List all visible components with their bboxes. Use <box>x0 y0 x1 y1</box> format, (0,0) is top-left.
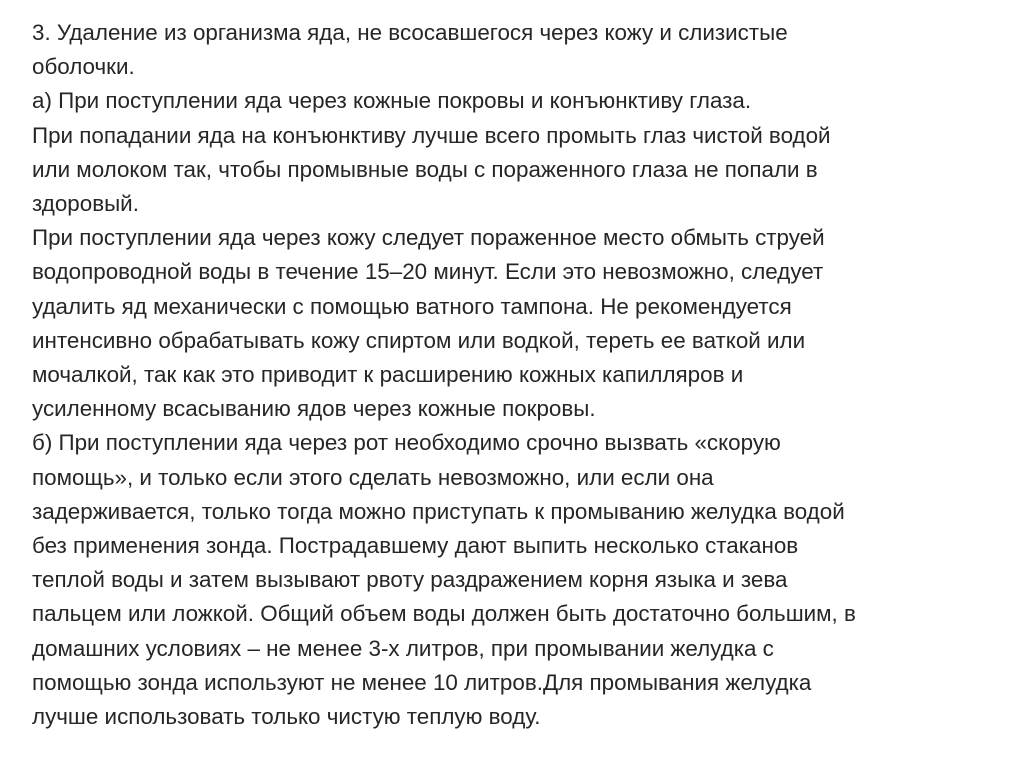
text-line-18: пальцем или ложкой. Общий объем воды должен быть достаточно большим, в <box>32 601 856 627</box>
text-line-16: без применения зонда. Пострадавшему дают выпить несколько стаканов <box>32 533 799 559</box>
text-line-11: мочалкой, так как это приводит к расширению кожных капилляров и <box>32 362 744 388</box>
text-line-3: а) При поступлении яда через кожные покровы и конъюнктиву глаза. <box>32 88 752 114</box>
text-line-14: помощь», и только если этого сделать невозможно, или если она <box>32 464 714 490</box>
text-line-19: домашних условиях – не менее 3-х литров, при промывании желудка с <box>32 635 774 661</box>
text-line-10: интенсивно обрабатывать кожу спиртом или водкой, тереть ее ваткой или <box>32 327 806 353</box>
text-line-8: водопроводной воды в течение 15–20 минут. Если это невозможно, следует <box>32 259 824 285</box>
text-line-1: 3. Удаление из организма яда, не всосавшегося через кожу и слизистые <box>32 20 788 45</box>
text-line-20: помощью зонда используют не менее 10 литров.Для промывания желудка <box>32 669 812 695</box>
text-line-9: удалить яд механически с помощью ватного тампона. Не рекомендуется <box>32 293 792 319</box>
text-line-17: теплой воды и затем вызывают рвоту раздражением корня языка и зева <box>32 567 788 593</box>
text-line-15: задерживается, только тогда можно приступать к промыванию желудка водой <box>32 498 845 524</box>
text-line-13: б) При поступлении яда через рот необходимо срочно вызвать «скорую <box>32 430 781 456</box>
text-line-2: оболочки. <box>32 54 135 80</box>
text-line-5: или молоком так, чтобы промывные воды с пораженного глаза не попали в <box>32 156 818 182</box>
text-line-6: здоровый. <box>32 191 139 217</box>
text-line-7: При поступлении яда через кожу следует пораженное место обмыть струей <box>32 225 825 251</box>
text-line-12: усиленному всасыванию ядов через кожные покровы. <box>32 396 596 422</box>
text-line-21: лучше использовать только чистую теплую воду. <box>32 704 541 730</box>
text-line-4: При попадании яда на конъюнктиву лучше всего промыть глаз чистой водой <box>32 122 831 148</box>
body-text <box>32 16 1007 734</box>
